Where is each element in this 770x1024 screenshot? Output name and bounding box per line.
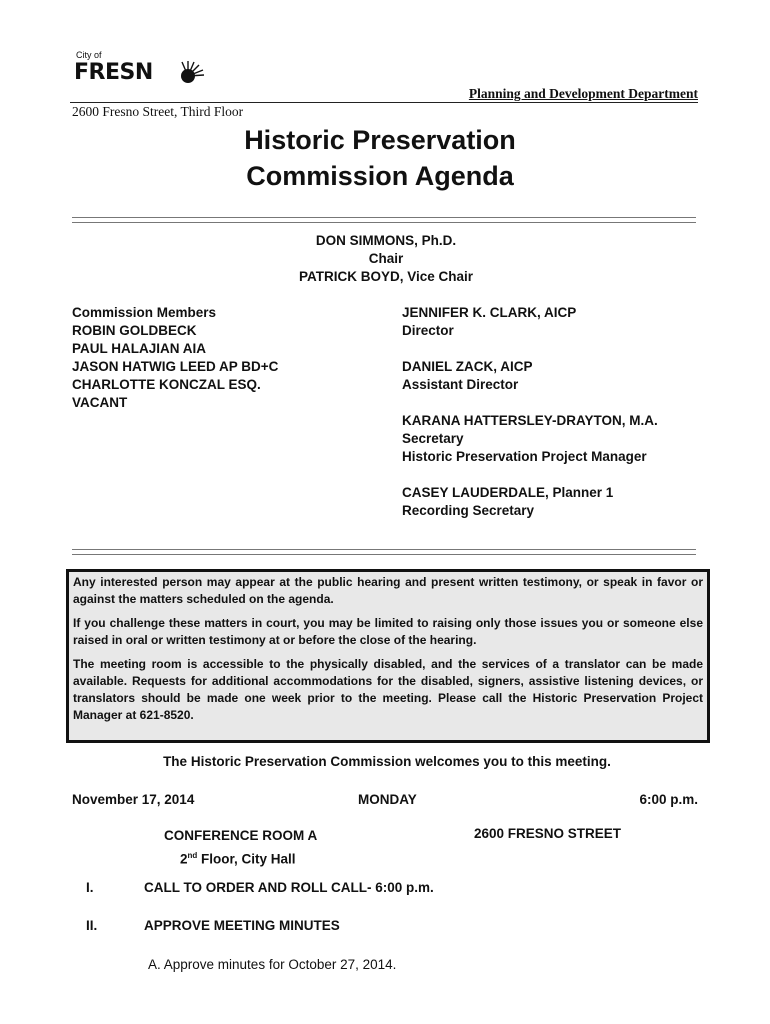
staff-entry	[402, 304, 658, 340]
agenda-item-title: APPROVE MEETING MINUTES	[144, 918, 340, 933]
member-name: VACANT	[72, 395, 128, 410]
section-divider	[72, 549, 696, 555]
staff-entry	[402, 412, 658, 466]
agenda-item-number: I.	[86, 880, 94, 895]
member-name: JASON HATWIG LEED AP BD+C	[72, 359, 279, 374]
floor-info: 2nd Floor, City Hall	[180, 851, 296, 867]
staff-role: Assistant Director	[402, 377, 519, 392]
staff-role: Recording Secretary	[402, 503, 535, 518]
logo-wordmark: FRESN	[74, 60, 153, 85]
room-name: CONFERENCE ROOM A	[164, 828, 318, 843]
staff-name: KARANA HATTERSLEY-DRAYTON, M.A.	[402, 413, 658, 428]
member-name: CHARLOTTE KONCZAL ESQ.	[72, 377, 261, 392]
title-line-2: Commission Agenda	[246, 161, 514, 191]
chair-name: DON SIMMONS, Ph.D.	[315, 233, 457, 248]
staff-name: JENNIFER K. CLARK, AICP	[402, 305, 577, 320]
vice-chair: PATRICK BOYD, Vice Chair	[298, 269, 474, 284]
meeting-location	[164, 826, 317, 870]
agenda-item-number: II.	[86, 918, 98, 933]
chair-title: Chair	[368, 251, 404, 266]
welcome-message: The Historic Preservation Commission welcomes you to this meeting.	[163, 754, 611, 769]
meeting-day: MONDAY	[358, 792, 417, 807]
notice-paragraph: If you challenge these matters in court, you may be limited to raising only those issues you or someone else raised in oral or written testimony at or before the close of the hearing.	[73, 616, 703, 647]
address: 2600 Fresno Street, Third Floor	[72, 104, 244, 119]
staff-entry	[402, 358, 658, 394]
meeting-time: 6:00 p.m.	[639, 792, 698, 807]
notice-paragraph: Any interested person may appear at the public hearing and present written testimony, or speak in favor or against the matters scheduled on the agenda.	[73, 575, 703, 606]
members-heading: Commission Members	[72, 305, 217, 320]
member-name: ROBIN GOLDBECK	[72, 323, 197, 338]
sun-icon	[174, 58, 206, 86]
commission-members	[72, 304, 278, 412]
staff-list	[402, 304, 658, 538]
officers-block	[0, 232, 770, 286]
logo-city-of: City of	[76, 50, 102, 60]
department-name: Planning and Development Department	[468, 86, 698, 101]
staff-name: CASEY LAUDERDALE, Planner 1	[402, 485, 614, 500]
meeting-street: 2600 FRESNO STREET	[474, 826, 622, 841]
header-divider	[70, 102, 698, 103]
title-line-1: Historic Preservation	[244, 125, 516, 155]
staff-name: DANIEL ZACK, AICP	[402, 359, 533, 374]
agenda-item-title: CALL TO ORDER AND ROLL CALL- 6:00 p.m.	[144, 880, 434, 895]
section-divider	[72, 217, 696, 223]
staff-role: Director	[402, 323, 454, 338]
member-name: PAUL HALAJIAN AIA	[72, 341, 207, 356]
public-notice-box	[66, 569, 710, 743]
staff-role: Secretary	[402, 431, 464, 446]
city-logo	[74, 50, 214, 96]
staff-entry	[402, 484, 658, 520]
notice-paragraph: The meeting room is accessible to the physically disabled, and the services of a translator can be made available. Requests for additional accommodations for the disabled, signers, assistive listening devices, or translators should be made one week prior to the meeting. Please call the Historic Preservation Project Manager at 621-8520.	[73, 657, 703, 722]
meeting-date: November 17, 2014	[72, 792, 195, 807]
page-title	[0, 122, 770, 194]
staff-role: Historic Preservation Project Manager	[402, 449, 647, 464]
agenda-sub-item: A. Approve minutes for October 27, 2014.	[148, 957, 397, 972]
